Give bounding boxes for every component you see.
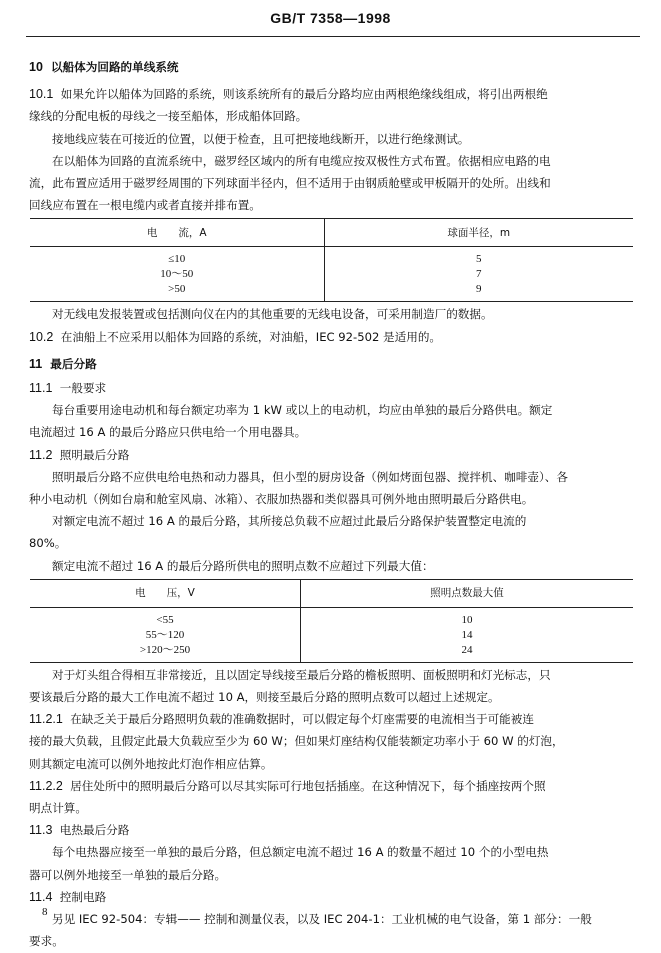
- table-cell: 7: [476, 268, 482, 281]
- paragraph-line: 80%。: [29, 536, 67, 551]
- clause-11-2-heading: [29, 444, 636, 466]
- paragraph-max-points: 额定电流不超过 16 A 的最后分路所供电的照明点数不应超过下列最大值：: [52, 558, 434, 573]
- paragraph-radio-equipment: 对无线电发报装置或包括测向仪在内的其他重要的无线电设备，可采用制造厂的数据。: [52, 307, 493, 322]
- table-cell: 10～50: [30, 267, 324, 282]
- table-row: [30, 607, 633, 628]
- paragraph-line: 要该最后分路的最大工作电流不超过 10 A，则接至最后分路的照明点数可以超过上述规定。: [29, 690, 500, 705]
- clause-number: 11.3: [29, 823, 53, 838]
- paragraph-line: 每个电热器应接至一单独的最后分路，但总额定电流不超过 16 A 的数量不超过 10 个的小型电热: [52, 845, 549, 860]
- clause-number: 11.2: [29, 447, 53, 462]
- table-header-points: 照明点数最大值: [300, 579, 633, 607]
- section-10-heading: [29, 56, 636, 78]
- clause-number: 11.4: [29, 889, 53, 904]
- table-row: [30, 643, 633, 663]
- table-cell: 5: [476, 253, 482, 266]
- clause-text: 在油船上不应采用以船体为回路的系统，对油船，IEC 92-502 是适用的。: [60, 329, 442, 344]
- clause-11-2-2: [29, 775, 636, 797]
- paragraph-line: 在以船体为回路的直流系统中，磁罗经区域内的所有电缆应按双极性方式布置。依据相应电路的电: [52, 153, 551, 168]
- clause-number: 11.2.2: [29, 778, 63, 793]
- page-number: 8: [42, 906, 48, 918]
- table-cell: 14: [461, 628, 473, 641]
- paragraph-line: 对于灯头组合得相互非常接近，且以固定导线接至最后分路的檐板照明、面板照明和灯光标志，只: [52, 667, 551, 682]
- header-rule: [26, 36, 640, 37]
- clause-number: 10.1: [29, 87, 54, 102]
- table-header-radius: 球面半径，m: [324, 219, 633, 247]
- clause-10-2: [29, 326, 636, 348]
- table-cell: ≤10: [30, 247, 324, 268]
- table-cell: 55～120: [30, 628, 300, 643]
- clause-title: 一般要求: [59, 381, 107, 396]
- table-cell: 10: [461, 613, 473, 626]
- table-header-current: 电 流，A: [30, 219, 324, 247]
- paragraph-line: 每台重要用途电动机和每台额定功率为 1 kW 或以上的电动机，均应由单独的最后分路供电。额定: [52, 403, 553, 418]
- section-11-heading: [29, 353, 636, 375]
- table-cell: 9: [476, 283, 482, 296]
- section-number: 10: [29, 60, 43, 74]
- clause-title: 照明最后分路: [59, 447, 130, 462]
- table-row: [30, 628, 633, 643]
- clause-11-2-1: [29, 708, 636, 730]
- page-body: [29, 56, 636, 953]
- table-cell: 24: [461, 643, 473, 656]
- table-header-voltage: 电 压，V: [30, 579, 300, 607]
- clause-text: 在缺乏关于最后分路照明负载的准确数据时，可以假定每个灯座需要的电流相当于可能被连: [70, 712, 534, 727]
- section-number: 11: [29, 356, 43, 371]
- paragraph-line: 电流超过 16 A 的最后分路应只供电给一个用电器具。: [29, 425, 307, 440]
- paragraph-line: 照明最后分路不应供电给电热和动力器具，但小型的厨房设备（例如烤面包器、搅拌机、咖啡壶）、各: [52, 469, 568, 484]
- table-row: [30, 247, 633, 268]
- paragraph-grounding: 接地线应装在可接近的位置，以便于检查，且可把接地线断开，以进行绝缘测试。: [52, 131, 470, 146]
- paragraph-line: 回线应布置在一根电缆内或者直接并排布置。: [29, 198, 261, 213]
- paragraph-line: 种小电动机（例如台扇和舱室风扇、冰箱）、衣服加热器和类似器具可例外地由照明最后分路供电。: [29, 492, 534, 507]
- clause-10-1: [29, 83, 636, 105]
- paragraph-line: 则其额定电流可以例外地按此灯泡作相应估算。: [29, 756, 273, 771]
- paragraph-line: 明点计算。: [29, 801, 87, 816]
- table-cell: >120～250: [30, 643, 300, 663]
- clause-title: 控制电路: [59, 889, 107, 904]
- paragraph-line: 要求。: [29, 934, 64, 949]
- paragraph-line: 另见 IEC 92-504：专辑—— 控制和测量仪表，以及 IEC 204-1：工业机械的电气设备，第 1 部分：一般: [52, 912, 592, 927]
- table-cell: >50: [30, 282, 324, 302]
- clause-11-1-heading: [29, 377, 636, 399]
- clause-text: 如果允许以船体为回路的系统，则该系统所有的最后分路均应由两根绝缘线组成，将引出两根绝: [60, 87, 548, 102]
- table-cell: <55: [30, 607, 300, 628]
- clause-number: 11.1: [29, 381, 53, 396]
- paragraph-line: 接的最大负载，且假定此最大负载应至少为 60 W；但如果灯座结构仅能装额定功率小于 60 W 的灯泡，: [29, 734, 564, 749]
- clause-title: 电热最后分路: [59, 823, 130, 838]
- clause-number: 10.2: [29, 329, 54, 344]
- paragraph-line: 缘线的分配电板的母线之一接至船体，形成船体回路。: [29, 109, 308, 124]
- paragraph-line: 器可以例外地接至一单独的最后分路。: [29, 867, 227, 882]
- standard-number-header: GB/T 7358—1998: [270, 10, 391, 26]
- clause-11-3-heading: [29, 819, 636, 841]
- voltage-points-table: [30, 579, 633, 663]
- clause-number: 11.2.1: [29, 712, 63, 727]
- current-radius-table: [30, 218, 633, 302]
- paragraph-line: 流，此布置应适用于磁罗经周围的下列球面半径内，但不适用于由钢质舱壁或甲板隔开的处所。出线和: [29, 176, 551, 191]
- table-row: [30, 267, 633, 282]
- clause-text: 居住处所中的照明最后分路可以尽其实际可行地包括插座。在这种情况下，每个插座按两个照: [70, 778, 546, 793]
- paragraph-line: 对额定电流不超过 16 A 的最后分路，其所接总负载不应超过此最后分路保护装置整定电流的: [52, 514, 527, 529]
- clause-11-4-heading: [29, 886, 636, 908]
- section-title: 以船体为回路的单线系统: [50, 60, 179, 74]
- table-row: [30, 282, 633, 302]
- section-title: 最后分路: [50, 356, 97, 371]
